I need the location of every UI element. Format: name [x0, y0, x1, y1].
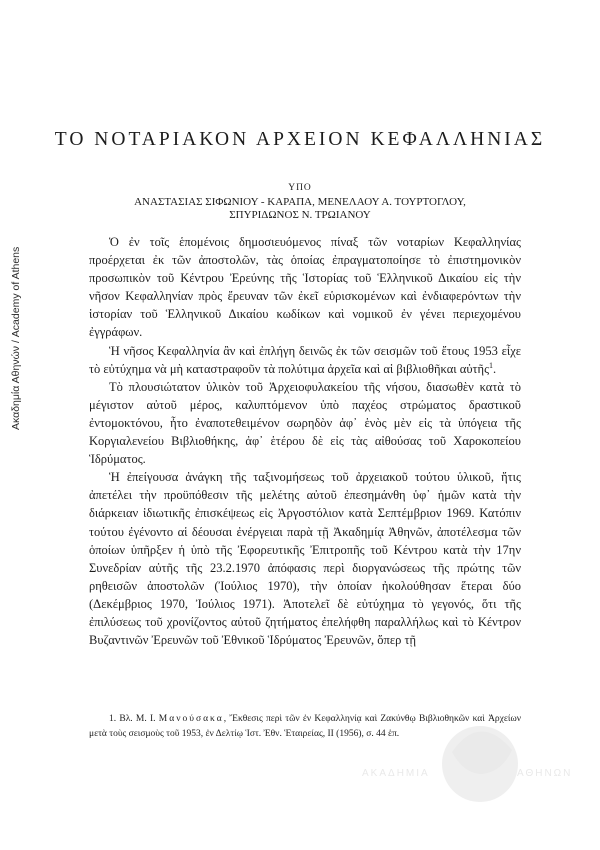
paragraph-1: Ὁ ἐν τοῖς ἑπομένοις δημοσιευόμενος πίναξ τῶν νοταρίων Κεφαλληνίας προέρχεται ἐκ τῶν ἀποστολῶν, τὰς ὁποίας ἐπραγματοποίησε τὸ ἐπιστημονικὸν προσωπικὸν τοῦ Κέντρου Ἐρεύνης τῆς Ἱστορίας τοῦ Ἑλληνικοῦ Δικαίου εἰς τὴν νῆσον Κεφαλληνίαν πρὸς ἔρευναν τῶν ἐκεῖ εὑρισκομένων καὶ ἐνδιαφερόντων τὴν ἱστορίαν τοῦ Ἑλληνικοῦ Δικαίου κωδίκων καὶ νομικοῦ ἐν γένει περιεχομένου ἐγγράφων. [89, 235, 521, 340]
footnote-author: Μανούσακα [158, 714, 224, 724]
paragraph-4: Ἡ ἐπείγουσα ἀνάγκη τῆς ταξινομήσεως τοῦ ἀρχειακοῦ τούτου ὑλικοῦ, ἥτις ἀπετέλει τὴν προϋπόθεσιν τῆς μελέτης αὐτοῦ ἐπεσημάνθη ὑφ᾽ ἡμῶν κατὰ τὴν διάρκειαν ἰδιωτικῆς ἐπισκέψεως εἰς Ἀργοστόλιον κατὰ Σεπτέμβριον 1969. Κατόπιν τούτου ἐγένοντο αἱ δέουσαι ἐνέργειαι παρὰ τῇ Ἀκαδημίᾳ Ἀθηνῶν, ἀποτέλεσμα τῶν ὁποίων ὑπῆρξεν ἡ ὑπὸ τῆς Ἐφορευτικῆς Ἐπιτροπῆς τοῦ Κέντρου κατὰ τὴν 17ην Συνεδρίαν αὐτῆς τῆς 23.2.1970 ἀπόφασις περὶ διοργανώσεως τῆς πρώτης τῶν ρηθεισῶν ἀποστολῶν (Ἰούλιος 1970), τὴν ὁποίαν ἠκολούθησαν ἕτεραι δύο (Δεκέμβριος 1970, Ἰούλιος 1971). Ἀποτελεῖ δὲ εὐτύχημα τὸ γεγονός, ὅτι τῆς ἐπιλύσεως τοῦ χρονίζοντος αὐτοῦ ζητήματος ἐπελήφθη παραλλήλως καὶ τὸ Κέντρον Βυζαντινῶν Ἐρευνῶν τοῦ Ἐθνικοῦ Ἱδρύματος Ἐρευνῶν, ὅπερ τῇ [89, 470, 521, 648]
by-line: ΥΠΟ [288, 183, 312, 193]
authors-line-1: ΑΝΑΣΤΑΣΙΑΣ ΣΙΦΩΝΙΟΥ - ΚΑΡΑΠΑ, ΜΕΝΕΛΑΟΥ Α. ΤΟΥΡΤΟΓΛΟΥ, [134, 196, 466, 208]
article-body [89, 233, 521, 649]
footnote-marker[interactable]: 1 [489, 360, 494, 370]
watermark-word-left: ΑΚΑΔΗΜΙΑ [362, 768, 430, 779]
page-title: ΤΟ ΝΟΤΑΡΙΑΚΟΝ ΑΡΧΕΙΟΝ ΚΕΦΑΛΛΗΝΙΑΣ [54, 129, 546, 150]
footnote-rest: , Ἔκθεσις περὶ τῶν ἐν Κεφαλληνίᾳ καὶ Ζακύνθῳ Βιβλιοθηκῶν καὶ Ἀρχείων μετὰ τοὺς σεισμοὺς τοῦ 1953, ἐν Δελτίῳ Ἱστ. Ἐθν. Ἑταιρείας, ΙΙ (1956), σ. 44 ἑπ. [89, 714, 521, 739]
footnote-prefix: 1. Βλ. Μ. Ι. [109, 714, 159, 724]
authors-block [0, 196, 600, 222]
paragraph-2-text: Ἡ νῆσος Κεφαλληνία ἂν καὶ ἐπλήγη δεινῶς ἐκ τῶν σεισμῶν τοῦ ἔτους 1953 εἶχε τὸ εὐτύχημα νὰ μὴ καταστραφοῦν τὰ πολύτιμα ἀρχεῖα καὶ αἱ βιβλιοθῆκαι αὐτῆς [89, 343, 521, 376]
academy-watermark [352, 712, 592, 812]
paragraph-2 [89, 342, 521, 378]
sidebar-watermark-label: Ακαδημία Αθηνών / Academy of Athens [10, 246, 22, 430]
paragraph-2-end: . [493, 361, 497, 376]
authors-line-2: ΣΠΥΡΙΔΩΝΟΣ Ν. ΤΡΩΙΑΝΟΥ [229, 209, 371, 221]
watermark-word-right: ΑΘΗΝΩΝ [517, 768, 573, 779]
paragraph-3: Τὸ πλουσιώτατον ὑλικὸν τοῦ Ἀρχειοφυλακείου τῆς νήσου, διασωθὲν κατὰ τὸ μέγιστον αὐτοῦ μέρος, καλυπτόμενον ὑπὸ παχέος στρώματος δραστικοῦ ἐντομοκτόνου, ἦτο ἐναποτεθειμένον σωρηδὸν ἀφ᾽ ἑνὸς μὲν εἰς τὰ ὑπόγεια τῆς Κοργιαλενείου Βιβλιοθήκης, ἀφ᾽ ἑτέρου δὲ εἰς τὰς αἰθούσας τοῦ Χαροκοπείου Ἱδρύματος. [89, 379, 521, 467]
athena-head-icon [352, 712, 592, 812]
